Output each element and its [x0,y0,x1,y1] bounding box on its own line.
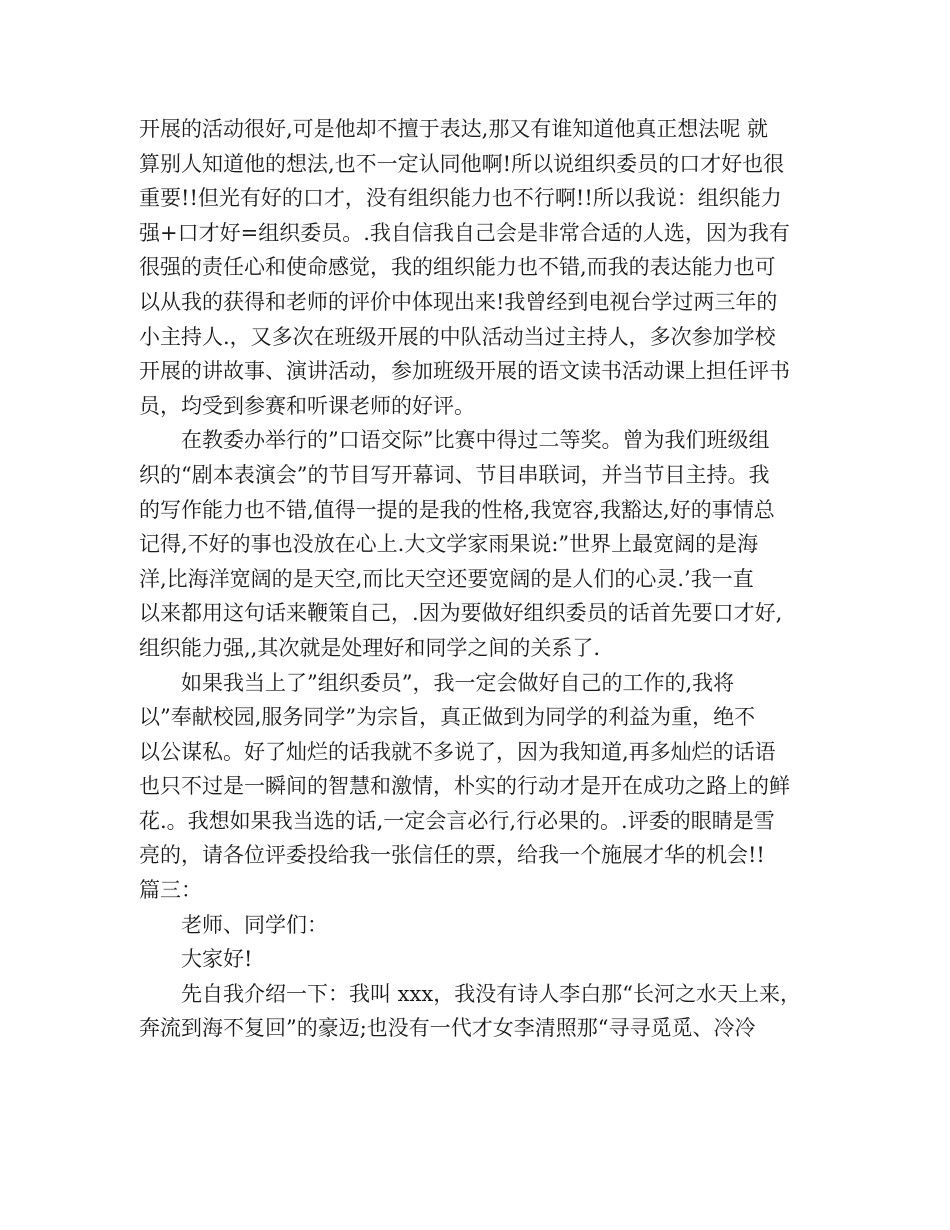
text-line: 亮的，请各位评委投给我一张信任的票，给我一个施展才华的机会!! [139,843,765,868]
text-line: 也只不过是一瞬间的智慧和激情，朴实的行动才是开在成功之路上的鲜 [139,774,790,799]
text-line: 以来都用这句话来鞭策自己，.因为要做好组织委员的话首先要口才好, [139,601,783,626]
text-line: 先自我介绍一下：我叫 xxx，我没有诗人李白那“长河之水天上来， [181,981,801,1006]
text-line: 算别人知道他的想法,也不一定认同他啊!所以说组织委员的口才好也很 [139,151,785,176]
text-line: 老师、同学们： [181,912,328,937]
text-line: 在教委办举行的”口语交际”比赛中得过二等奖。曾为我们班级组 [181,428,770,453]
text-line: 很强的责任心和使命感觉，我的组织能力也不错,而我的表达能力也可 [139,255,776,280]
text-line: 如果我当上了”组织委员”，我一定会做好自己的工作的,我将 [181,670,735,695]
text-line: 重要!!但光有好的口才，没有组织能力也不行啊!!所以我说：组织能力 [139,186,782,211]
text-line: 强+口才好=组织委员。.我自信我自己会是非常合适的人选，因为我有 [139,220,790,245]
text-line: 大家好! [181,947,253,972]
text-line: 以从我的获得和老师的评价中体现出来!我曾经到电视台学过两三年的 [139,289,778,314]
text-line: 织的“剧本表演会”的节目写开幕词、节目串联词，并当节目主持。我 [139,462,770,487]
text-line: 的写作能力也不错,值得一提的是我的性格,我宽容,我豁达,好的事情总 [139,497,775,522]
text-line: 花.。我想如果我当选的话,一定会言必行,行必果的。.评委的眼睛是雪 [139,808,775,833]
text-line: 小主持人.，又多次在班级开展的中队活动当过主持人，多次参加学校 [139,324,776,349]
text-line: 以公谋私。好了灿烂的话我就不多说了，因为我知道,再多灿烂的话语 [139,739,776,764]
document-body-text [139,112,829,1046]
text-line: 开展的活动很好,可是他却不擅于表达,那又有谁知道他真正想法呢 就 [139,117,769,141]
text-line: 篇三： [139,878,202,903]
text-line: 洋,比海洋宽阔的是天空,而比天空还要宽阔的是人们的心灵.’我一直 [139,566,754,591]
text-line: 以”奉献校园,服务同学”为宗旨，真正做到为同学的利益为重，绝不 [139,705,756,730]
text-line: 开展的讲故事、演讲活动，参加班级开展的语文读书活动课上担任评书 [139,359,790,384]
text-line: 记得,不好的事也没放在心上.大文学家雨果说:”世界上最宽阔的是海 [139,532,759,557]
text-line: 组织能力强,,其次就是处理好和同学之间的关系了. [139,635,601,660]
text-line: 奔流到海不复回”的豪迈;也没有一代才女李清照那“寻寻觅觅、冷冷 [139,1016,756,1041]
text-line: 员，均受到参赛和听课老师的好评。 [139,393,475,418]
